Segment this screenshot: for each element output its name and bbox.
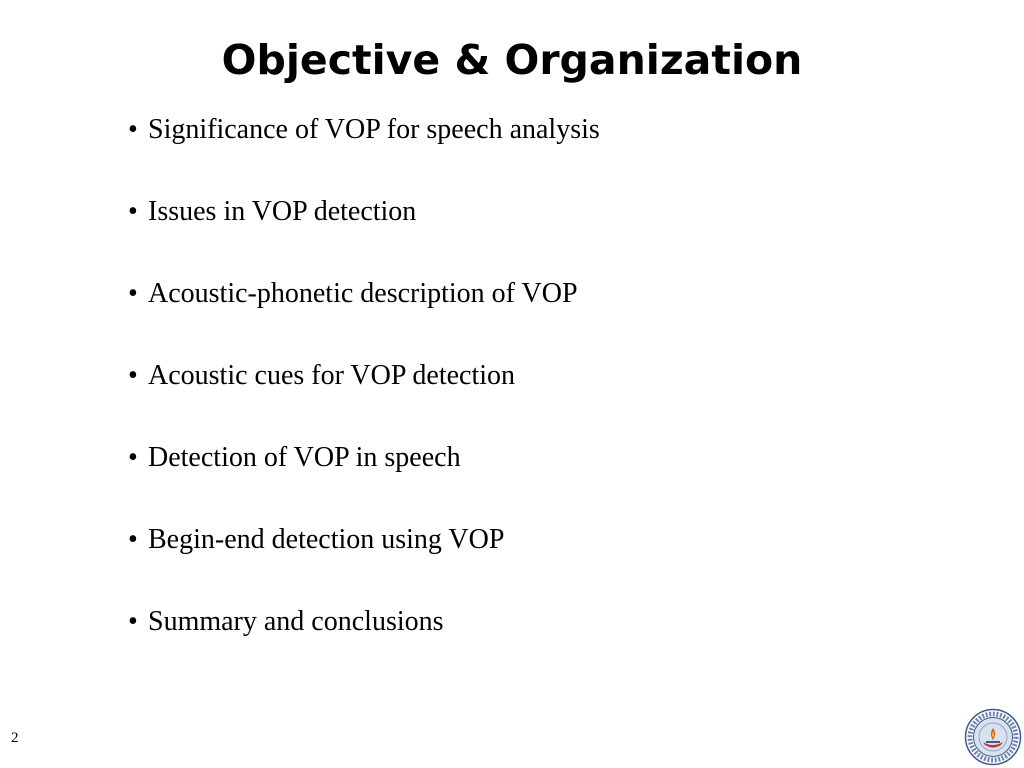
bullet-text: Significance of VOP for speech analysis [148,114,600,145]
bullet-item [128,108,600,190]
bullet-text: Acoustic-phonetic description of VOP [148,278,578,309]
bullet-dot: • [128,360,138,391]
bullet-dot: • [128,524,138,555]
bullet-text: Acoustic cues for VOP detection [148,360,516,391]
bullet-item [128,436,600,518]
bullet-text: Detection of VOP in speech [148,442,461,473]
bullet-item [128,354,600,436]
bullet-text: Summary and conclusions [148,606,444,637]
bullet-dot: • [128,196,138,227]
page-number: 2 [11,730,19,746]
bullet-list [128,108,600,682]
bullet-dot: • [128,606,138,637]
bullet-dot: • [128,278,138,309]
bullet-text: Begin-end detection using VOP [148,524,505,555]
institute-seal-icon [964,708,1022,766]
bullet-dot: • [128,442,138,473]
bullet-item [128,518,600,600]
bullet-item [128,600,600,682]
slide-title: Objective & Organization [221,36,803,84]
bullet-item [128,272,600,354]
bullet-item [128,190,600,272]
bullet-text: Issues in VOP detection [148,196,417,227]
bullet-dot: • [128,114,138,145]
